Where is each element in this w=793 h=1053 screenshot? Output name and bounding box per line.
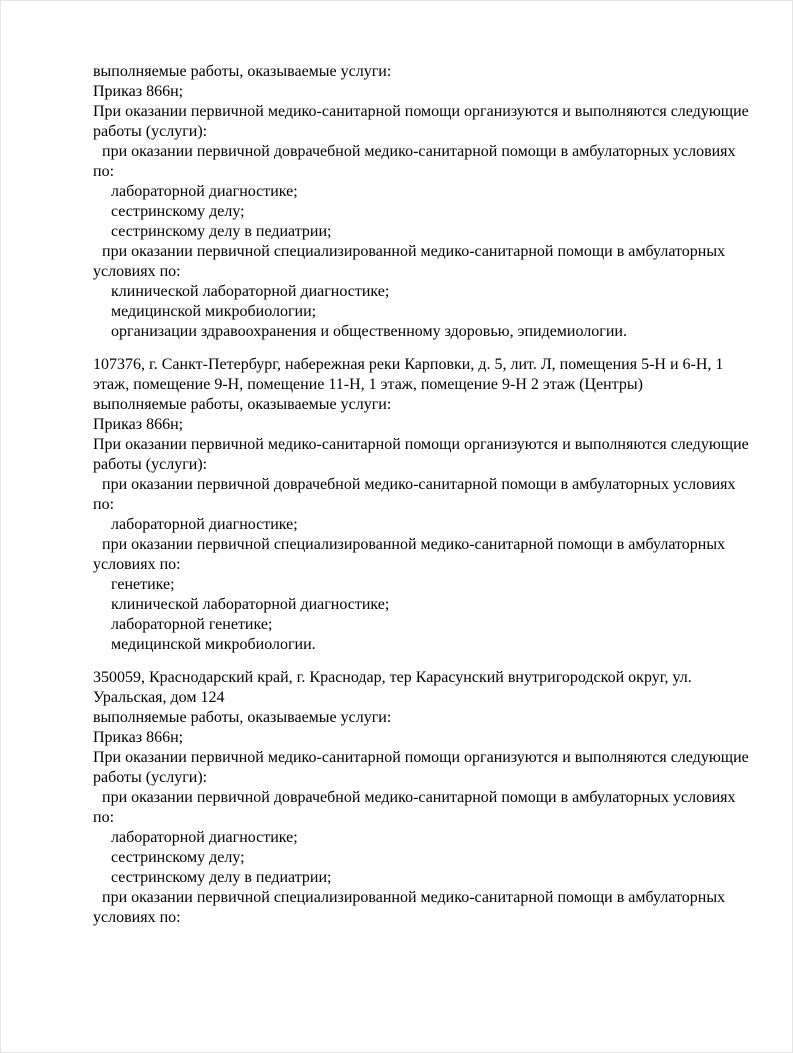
text-line: 350059, Краснодарский край, г. Краснодар, тер Карасунский внутригородской округ, ул. bbox=[93, 669, 692, 686]
text-line: при оказании первичной доврачебной медико-санитарной помощи в амбулаторных условиях bbox=[102, 789, 736, 806]
text-line: выполняемые работы, оказываемые услуги: bbox=[93, 63, 392, 80]
text-line: при оказании первичной специализированной медико-санитарной помощи в амбулаторных bbox=[102, 889, 726, 906]
text-line: работы (услуги): bbox=[93, 123, 208, 140]
text-line: При оказании первичной медико-санитарной помощи организуются и выполняются следующие bbox=[93, 103, 749, 120]
text-line: медицинской микробиологии. bbox=[111, 636, 316, 653]
text-line: при оказании первичной доврачебной медико-санитарной помощи в амбулаторных условиях bbox=[102, 143, 736, 160]
text-line: Уральская, дом 124 bbox=[93, 689, 225, 706]
text-line: лабораторной диагностике; bbox=[111, 829, 298, 846]
text-line: условиях по: bbox=[93, 263, 181, 280]
text-line: сестринскому делу; bbox=[111, 203, 245, 220]
text-line: условиях по: bbox=[93, 556, 181, 573]
license-location-section bbox=[93, 62, 756, 342]
text-line: выполняемые работы, оказываемые услуги: bbox=[93, 709, 392, 726]
text-line: при оказании первичной специализированной медико-санитарной помощи в амбулаторных bbox=[102, 536, 726, 553]
text-line: медицинской микробиологии; bbox=[111, 303, 317, 320]
text-line: условиях по: bbox=[93, 909, 181, 926]
text-line: по: bbox=[93, 496, 115, 513]
text-line: сестринскому делу в педиатрии; bbox=[111, 223, 332, 240]
text-line: по: bbox=[93, 809, 115, 826]
text-line: клинической лабораторной диагностике; bbox=[111, 596, 390, 613]
text-line: генетике; bbox=[111, 576, 175, 593]
text-line: сестринскому делу в педиатрии; bbox=[111, 869, 332, 886]
text-line: При оказании первичной медико-санитарной помощи организуются и выполняются следующие bbox=[93, 436, 749, 453]
text-line: работы (услуги): bbox=[93, 456, 208, 473]
text-line: лабораторной диагностике; bbox=[111, 183, 298, 200]
text-line: 107376, г. Санкт-Петербург, набережная реки Карповки, д. 5, лит. Л, помещения 5-Н и 6-Н, 1 bbox=[93, 356, 724, 373]
text-line: при оказании первичной доврачебной медико-санитарной помощи в амбулаторных условиях bbox=[102, 476, 736, 493]
text-line: клинической лабораторной диагностике; bbox=[111, 283, 390, 300]
text-line: при оказании первичной специализированной медико-санитарной помощи в амбулаторных bbox=[102, 243, 726, 260]
text-line: При оказании первичной медико-санитарной помощи организуются и выполняются следующие bbox=[93, 749, 749, 766]
document-page bbox=[1, 1, 792, 928]
text-line: организации здравоохранения и общественному здоровью, эпидемиологии. bbox=[111, 323, 627, 340]
text-line: лабораторной диагностике; bbox=[111, 516, 298, 533]
text-line: Приказ 866н; bbox=[93, 416, 184, 433]
text-line: по: bbox=[93, 163, 115, 180]
text-line: выполняемые работы, оказываемые услуги: bbox=[93, 396, 392, 413]
document-body bbox=[93, 62, 756, 928]
text-line: лабораторной генетике; bbox=[111, 616, 273, 633]
text-line: работы (услуги): bbox=[93, 769, 208, 786]
text-line: этаж, помещение 9-Н, помещение 11-Н, 1 этаж, помещение 9-Н 2 этаж (Центры) bbox=[93, 376, 643, 393]
license-location-section bbox=[93, 668, 756, 928]
text-line: Приказ 866н; bbox=[93, 729, 184, 746]
text-line: сестринскому делу; bbox=[111, 849, 245, 866]
license-location-section bbox=[93, 355, 756, 655]
text-line: Приказ 866н; bbox=[93, 83, 184, 100]
